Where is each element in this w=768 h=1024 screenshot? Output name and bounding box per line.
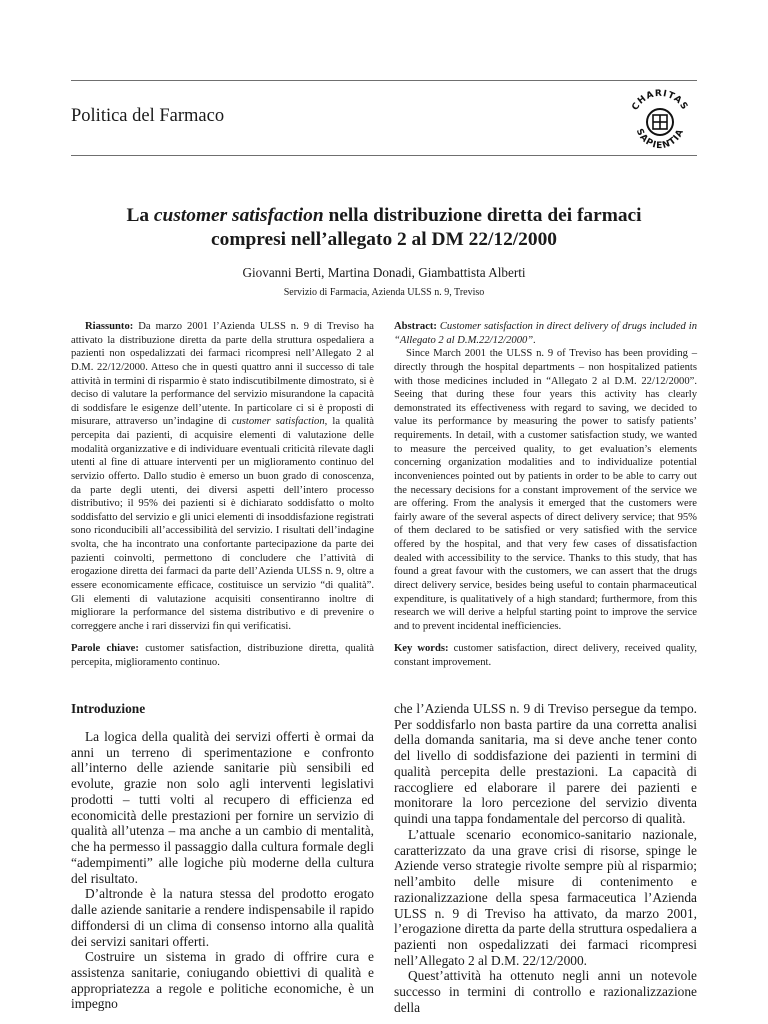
riassunto-paragraph — [71, 320, 374, 633]
body-paragraph: Quest’attività ha ottenuto negli anni un notevole successo in termini di controllo e razionalizzazione della — [394, 968, 697, 1015]
riassunto-text-part2: , la qualità percepita dai pazienti, di acquisire elementi di valutazione delle modalità organizzative e di individuare eventuali criticità rilevate dagli utenti al fine di attuare interventi per un miglioramento continuo del servizio offerto. Dallo studio è emerso un buon grado di conoscenza, da parte degli utenti, dei diversi aspetti dell’intero processo distributivo; il 95% dei pazienti si è dichiarato soddisfatto o molto soddisfatto del servizio e gli unici elementi di insoddisfazione registrati sono riconducibili all’accessibilità del servizio. I risultati dell’indagine svolta, che ha incontrato una confortante partecipazione da parte dei pazienti coinvolti, permettono di concludere che l’attività di erogazione diretta dei farmaci da parte dell’Azienda ULSS n. 9, oltre a essere economicamente efficace, costituisce un servizio “di qualità”. Gli elementi di valutazione acquisiti consentiranno inoltre di migliorare la performance del sistema distributivo e di prevenire o correggere anche i rari disservizi fin qui verificatisi. — [71, 416, 374, 632]
abstract-title-paragraph — [394, 320, 697, 347]
parole-chiave-text: customer satisfaction, distribuzione diretta, qualità percepita, miglioramento continuo. — [71, 643, 374, 668]
journal-title: Politica del Farmaco — [71, 106, 225, 126]
riassunto-italic-term: customer satisfaction — [231, 416, 325, 428]
key-words-label: Key words: — [394, 643, 449, 655]
article-title — [71, 204, 697, 252]
abstract-english-title: Customer satisfaction in direct delivery of drugs included in “Allegato 2 al D.M.22/12/2000”. — [394, 321, 697, 346]
title-text-start: La — [126, 205, 154, 226]
title-italic-term: customer satisfaction — [153, 205, 324, 226]
parole-chiave-paragraph — [71, 642, 374, 669]
key-words-paragraph — [394, 642, 697, 669]
riassunto-label: Riassunto: — [85, 321, 134, 332]
section-heading-introduzione: Introduzione — [71, 701, 146, 716]
body-paragraph: La logica della qualità dei servizi offerti è ormai da anni un terreno di sperimentazione e confronto all’interno delle aziende sanitarie più sensibili ed evolute, grazie non solo agli interventi legislativi prodotti – tutti volti al recupero di efficienza ed economicità delle prestazioni per fornire un servizio di qualità all’utenza – ma anche a un cambio di mentalità, che ha permesso il passaggio dalla cultura formale degli “adempimenti” alle logiche più moderne della cultura del risultato. — [71, 729, 374, 886]
body-paragraph: Costruire un sistema in grado di offrire cura e assistenza sanitarie, coniugando obiettivi di qualità e appropriatezza a regole e politiche economiche, è un impegno — [71, 949, 374, 1012]
body-column-right — [394, 701, 697, 1016]
abstract-italian — [71, 320, 374, 670]
header-top-rule — [71, 80, 697, 81]
parole-chiave-label: Parole chiave: — [71, 643, 139, 655]
riassunto-text-part1: Da marzo 2001 l’Azienda ULSS n. 9 di Treviso ha attivato la distribuzione diretta da parte della struttura ospedaliera a pazienti non ospedalizzati dei farmaci ricompresi nell’Allegato 2 al D.M. 22/12/2000. Atteso che in questi quattro anni il successo di tale attività in termini di risparmio è stato indiscutibilmente dimostrato, si è deciso di valutare la performance del servizio misurandone la capacità di soddisfare le esigenze dell’utente. In particolare ci si è proposti di misurare, attraverso un’indagine di — [71, 321, 374, 428]
abstract-label: Abstract: — [394, 321, 437, 332]
author-affiliation: Servizio di Farmacia, Azienda ULSS n. 9, Treviso — [283, 287, 485, 298]
key-words-text: customer satisfaction, direct delivery, received quality, constant improvement. — [394, 643, 697, 668]
charitas-sapientia-seal-logo — [624, 86, 696, 152]
svg-text:CHARITAS: CHARITAS — [630, 88, 690, 113]
title-second-line: compresi nell’allegato 2 al DM 22/12/2000 — [211, 229, 557, 250]
body-paragraph: D’altronde è la natura stessa del prodotto erogato dalle aziende sanitarie a rendere indispensabile il rapido diffondersi di un clima di consenso intorno alla qualità dei servizi sanitari offerti. — [71, 886, 374, 949]
body-column-left — [71, 701, 374, 1012]
author-list: Giovanni Berti, Martina Donadi, Giambattista Alberti — [242, 265, 526, 280]
body-paragraph: che l’Azienda ULSS n. 9 di Treviso persegue da tempo. Per soddisfarlo non basta partire da una corretta analisi della domanda sanitaria, ma si deve anche tener conto del livello di soddisfazione dei pazienti in termini di qualità percepita delle prestazioni. La capacità di raccogliere ed elaborare il parere dei pazienti e monitorare la loro percezione del servizio diventa quindi una tappa fondamentale del percorso di qualità. — [394, 701, 697, 827]
svg-text:SAPIENTIA: SAPIENTIA — [633, 127, 687, 152]
title-text-end: nella distribuzione diretta dei farmaci — [323, 205, 642, 226]
body-paragraph: L’attuale scenario economico-sanitario nazionale, caratterizzato da una grave crisi di risorse, spinge le Aziende verso strategie rivolte sempre più al risparmio; nell’ambito delle misure di contenimento e razionalizzazione della spesa farmaceutica l’Azienda ULSS n. 9 di Treviso ha attivato, da marzo 2001, l’erogazione diretta da parte della struttura ospedaliera a pazienti non ospedalizzati dei farmaci ricompresi nell’Allegato 2 al D.M. 22/12/2000. — [394, 826, 697, 968]
abstract-english-text: Since March 2001 the ULSS n. 9 of Treviso has been providing – directly through the hospital departments – non hospitalized patients with those medicines included in “Allegato 2 al D.M. 22/12/2000”. Seeing that during these four years this activity has clearly demonstrated its effectiveness with regard to saving, we decided to value its performance by measuring the power to satisfy patients’ requirements. In detail, with a customer satisfaction study, we wanted to measure the perceived quality, to get evaluation’s elements concerning organization modalities and to individualize potential inconveniences pointed out by patients in order to be able to carry out the necessary decisions for a constant improvement of the service we are offering. From the analysis it emerged that the customers were fairly aware of the several aspects of direct delivery service; that 95% of them declared to be satisfied or very satisfied with the service offered by the hospital, and that very few cases of dissatisfaction dealed with accessibility to the service. Thanks to this study, that has found a great favour with the customers, we can assert that the drugs direct delivery service, besides being useful to contain pharmaceutical expenditure, is qualitatively of a high standard; furthermore, from this research we will derive a helpful starting point to improve the service and to prevent incidental inefficiencies. — [394, 348, 697, 632]
abstract-english — [394, 320, 697, 670]
header-bottom-rule — [71, 155, 697, 156]
